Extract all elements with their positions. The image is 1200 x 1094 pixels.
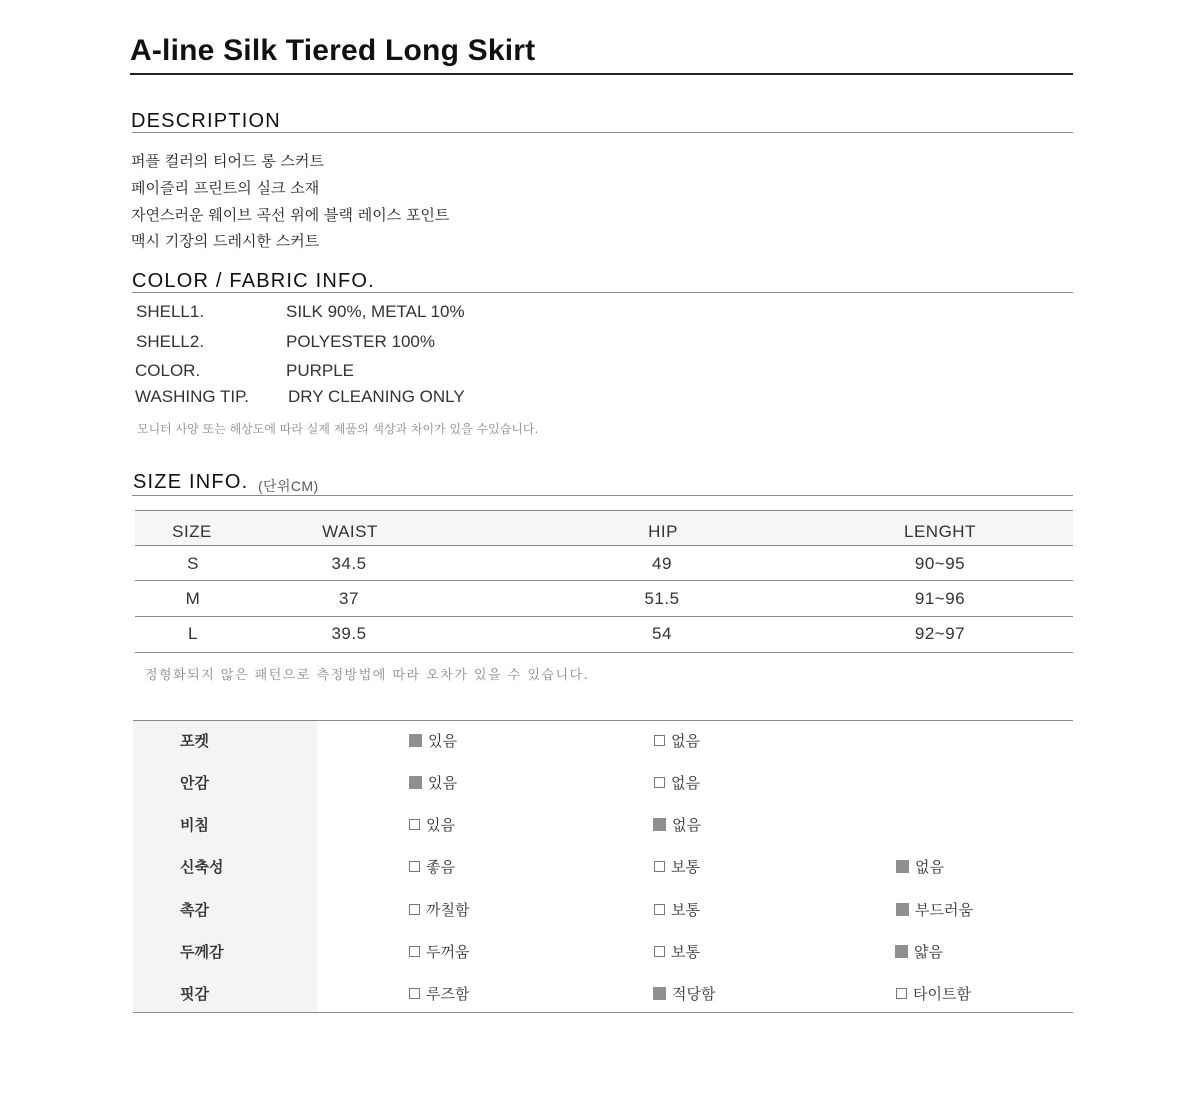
column-header-length: LENGHT — [904, 522, 976, 541]
column-header-size: SIZE — [172, 522, 212, 541]
size-table — [135, 510, 1073, 653]
fabric-divider — [132, 292, 1073, 293]
size-note: 정형화되지 않은 패턴으로 측정방법에 따라 오차가 있을 수 있습니다. — [145, 668, 590, 683]
attribute-label-texture: 촉감 — [180, 901, 209, 919]
checkbox-icon — [409, 904, 420, 915]
hip-cell: 49 — [652, 554, 672, 573]
page-title: A-line Silk Tiered Long Skirt — [130, 34, 536, 67]
attribute-label-stretch: 신축성 — [180, 858, 224, 876]
fabric-value-washing: DRY CLEANING ONLY — [288, 387, 465, 406]
attribute-option: 보통 — [654, 899, 700, 920]
title-divider — [130, 73, 1073, 75]
hip-cell: 54 — [652, 624, 672, 643]
checkbox-icon — [654, 735, 665, 746]
checkbox-icon — [654, 777, 665, 788]
length-cell: 92~97 — [914, 624, 966, 643]
description-line: 페이즐리 프린트의 실크 소재 — [131, 179, 320, 197]
description-divider — [132, 132, 1073, 133]
fabric-heading: COLOR / FABRIC INFO. — [132, 270, 375, 292]
checkbox-checked-icon — [896, 903, 909, 916]
attribute-option: 적당함 — [653, 983, 715, 1004]
column-header-waist: WAIST — [322, 522, 378, 541]
checkbox-icon — [409, 988, 420, 999]
attribute-option: 부드러움 — [896, 899, 973, 920]
checkbox-checked-icon — [896, 860, 909, 873]
waist-cell: 37 — [339, 589, 359, 608]
size-cell: M — [185, 589, 201, 608]
checkbox-icon — [409, 946, 420, 957]
attribute-option: 있음 — [409, 772, 457, 793]
checkbox-checked-icon — [653, 818, 666, 831]
checkbox-icon — [654, 861, 665, 872]
hip-cell: 51.5 — [644, 589, 680, 608]
attribute-label-thickness: 두께감 — [180, 943, 224, 961]
attribute-option: 얇음 — [895, 941, 943, 962]
column-header-hip: HIP — [648, 522, 678, 541]
fabric-value-shell2: POLYESTER 100% — [286, 332, 435, 351]
attribute-label-pocket: 포켓 — [180, 732, 209, 750]
size-cell: S — [187, 554, 199, 573]
checkbox-icon — [409, 861, 420, 872]
attribute-option: 보통 — [654, 856, 700, 877]
checkbox-checked-icon — [653, 987, 666, 1000]
attribute-label-fit: 핏감 — [180, 985, 209, 1003]
waist-cell: 39.5 — [331, 624, 367, 643]
attribute-label-lining: 안감 — [180, 774, 209, 792]
size-cell: L — [188, 624, 198, 643]
attribute-label-column — [133, 721, 317, 1012]
attribute-table — [133, 720, 1073, 1014]
attribute-option: 없음 — [896, 856, 944, 877]
size-divider — [132, 495, 1073, 496]
fabric-value-shell1: SILK 90%, METAL 10% — [286, 302, 465, 321]
color-notice: 모니터 사양 또는 해상도에 따라 실제 제품의 색상과 차이가 있을 수있습니다. — [137, 422, 539, 436]
attribute-option: 있음 — [409, 730, 457, 751]
fabric-label-shell2: SHELL2. — [136, 332, 205, 351]
description-line: 퍼플 컬러의 티어드 롱 스커트 — [131, 152, 324, 170]
checkbox-icon — [896, 988, 907, 999]
checkbox-checked-icon — [895, 945, 908, 958]
attribute-label-sheerness: 비침 — [180, 816, 209, 834]
attribute-option: 타이트함 — [896, 983, 971, 1004]
attribute-option: 까칠함 — [409, 899, 469, 920]
size-heading: SIZE INFO. — [133, 471, 249, 493]
description-heading: DESCRIPTION — [131, 110, 281, 132]
attribute-option: 좋음 — [409, 856, 455, 877]
fabric-value-color: PURPLE — [286, 361, 355, 380]
length-cell: 90~95 — [914, 554, 966, 573]
length-cell: 91~96 — [914, 589, 966, 608]
fabric-label-shell1: SHELL1. — [136, 302, 205, 321]
checkbox-icon — [409, 819, 420, 830]
description-line: 맥시 기장의 드레시한 스커트 — [131, 232, 320, 250]
attribute-option: 없음 — [654, 772, 700, 793]
waist-cell: 34.5 — [331, 554, 367, 573]
description-line: 자연스러운 웨이브 곡선 위에 블랙 레이스 포인트 — [131, 206, 450, 224]
attribute-option: 루즈함 — [409, 983, 469, 1004]
attribute-option: 두꺼움 — [409, 941, 469, 962]
fabric-label-washing: WASHING TIP. — [135, 387, 249, 406]
attribute-option: 없음 — [653, 814, 701, 835]
attribute-option: 있음 — [409, 814, 455, 835]
checkbox-icon — [654, 946, 665, 957]
size-unit: (단위CM) — [258, 478, 319, 494]
checkbox-checked-icon — [409, 734, 422, 747]
checkbox-icon — [654, 904, 665, 915]
fabric-label-color: COLOR. — [135, 361, 201, 380]
attribute-option: 없음 — [654, 730, 700, 751]
attribute-option: 보통 — [654, 941, 700, 962]
checkbox-checked-icon — [409, 776, 422, 789]
